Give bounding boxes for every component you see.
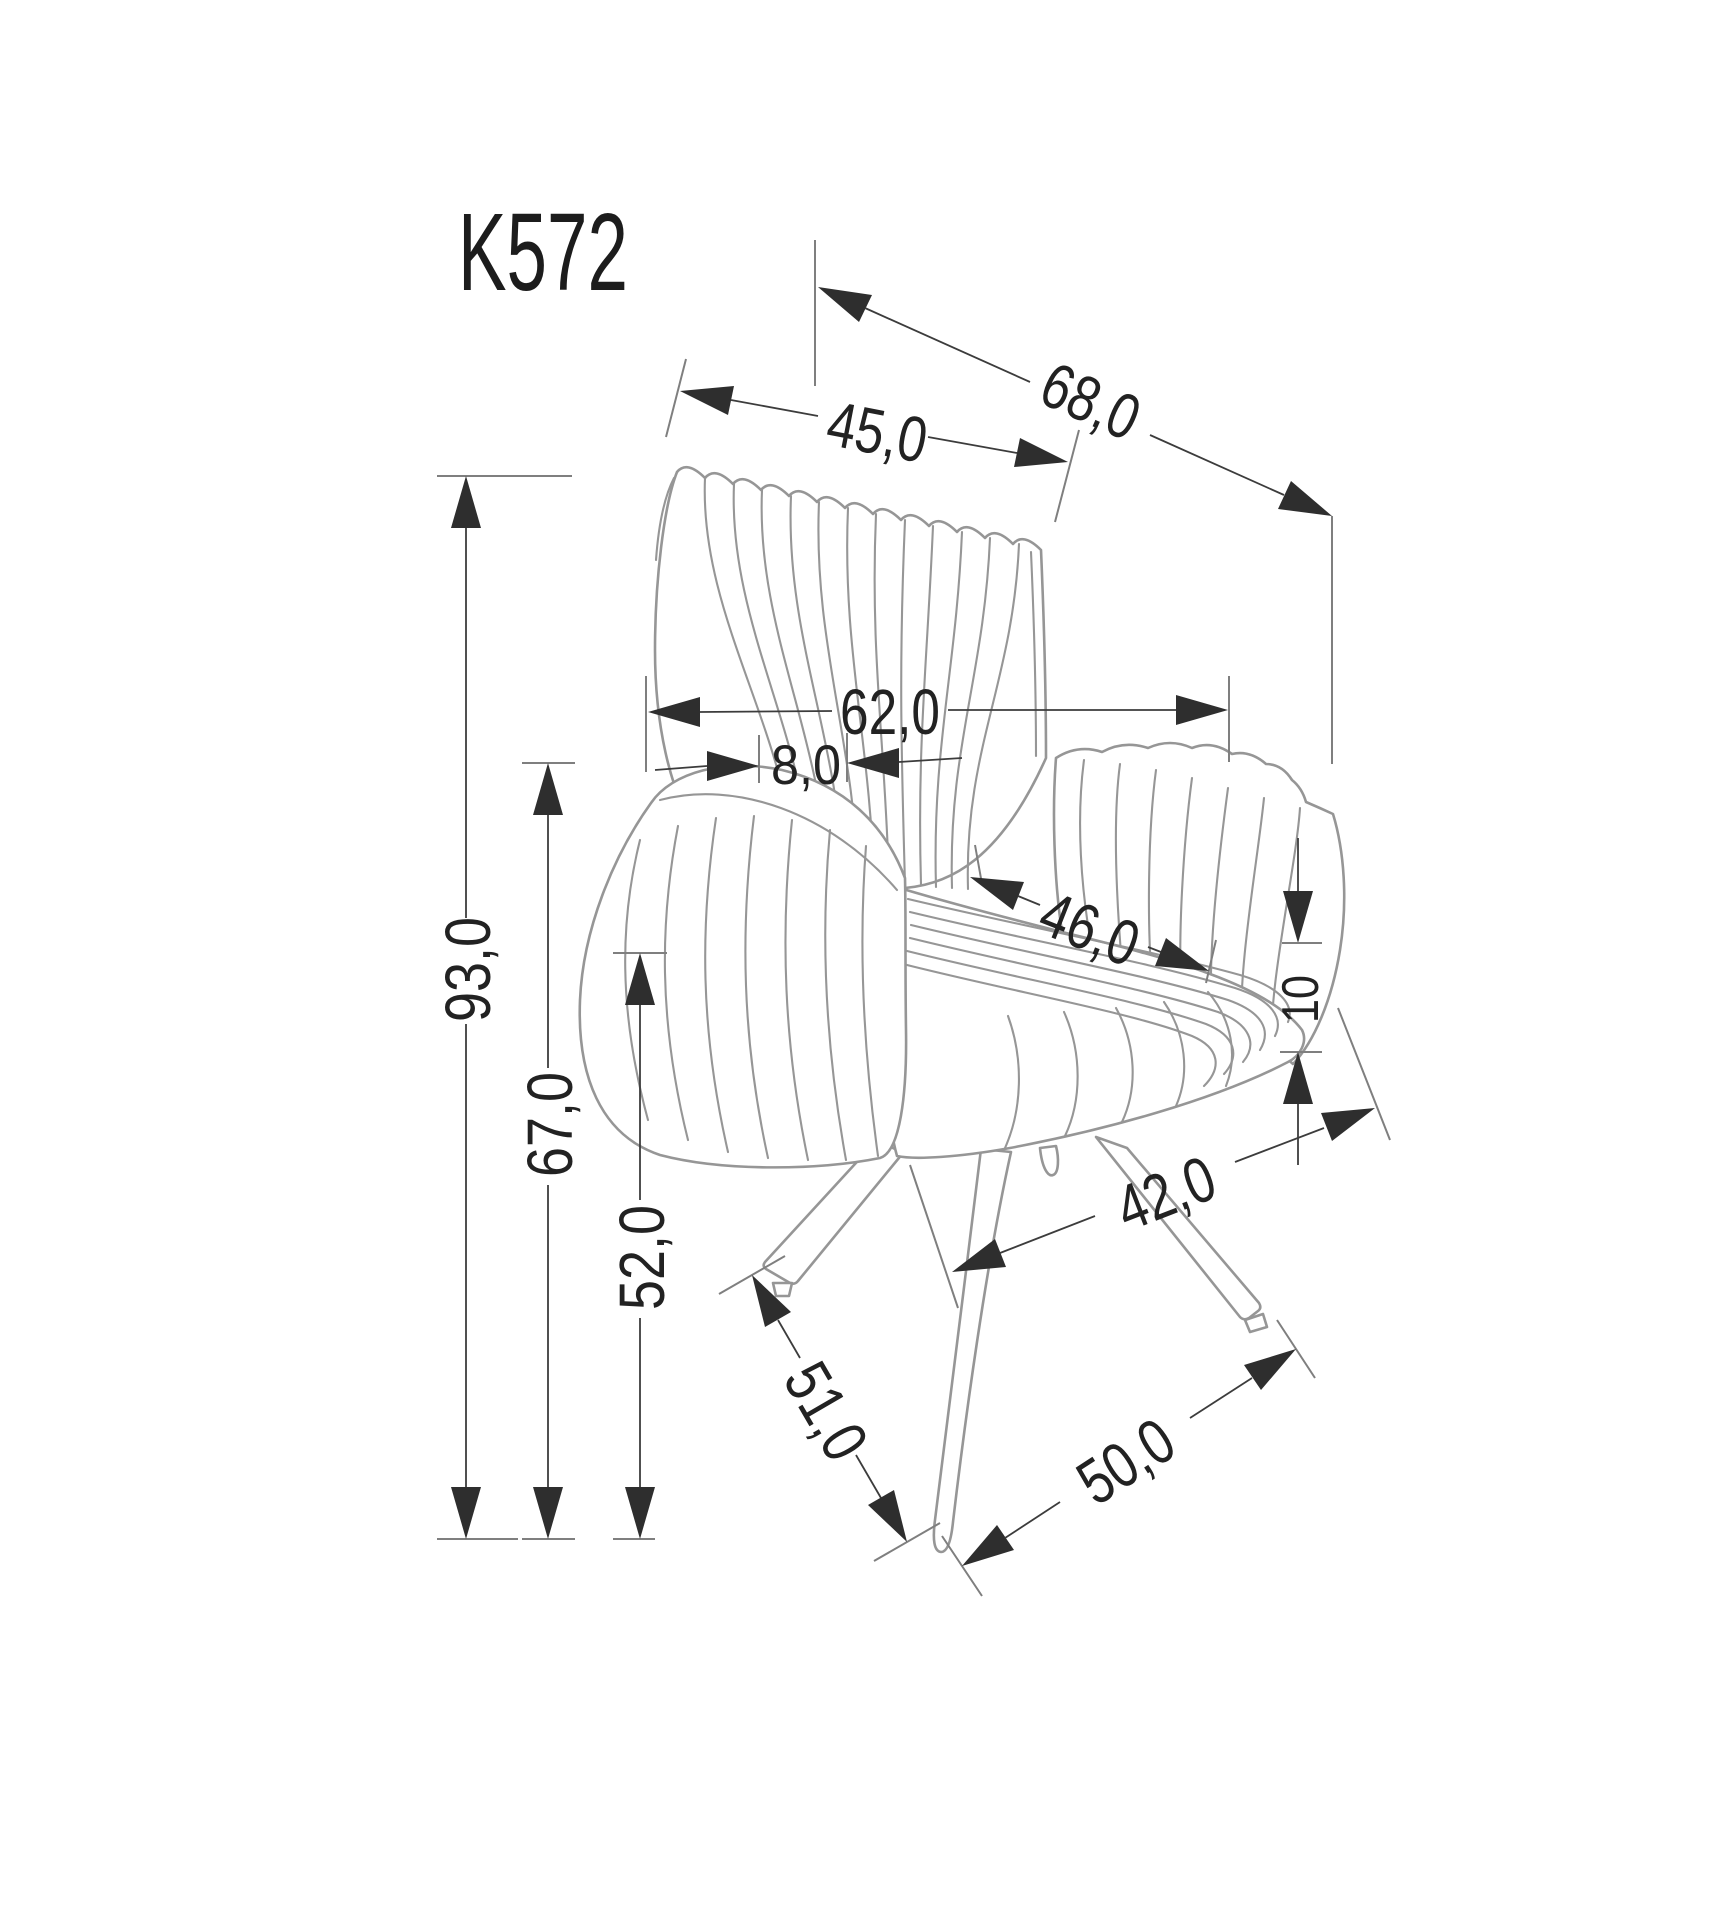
dim-46-line-left [1018, 896, 1040, 905]
seat-bottom-tab [1040, 1146, 1058, 1175]
dim-51-arrow-down-icon [868, 1490, 907, 1542]
dim-62-arrow-right-icon [1176, 695, 1228, 725]
dim-52-arrow-down-icon [625, 1487, 655, 1539]
dim-42-line-left [1000, 1216, 1095, 1253]
dim-50-label: 50,0 [1064, 1390, 1209, 1519]
dim-45-line-left [731, 400, 818, 416]
dim-67-label: 67,0 [514, 1052, 586, 1177]
dim-leg-span-left-51 [719, 1256, 940, 1561]
dim-62-line-left [700, 711, 832, 712]
dim-52-label: 52,0 [606, 1185, 678, 1310]
dim-45-arrow-right-icon [1014, 438, 1068, 467]
model-title: K572 [458, 191, 628, 314]
dim-42-line-right [1235, 1128, 1324, 1162]
dim-93-label: 93,0 [432, 897, 504, 1022]
dim-62-label: 62,0 [840, 676, 940, 748]
leg-back-left-foot-cap [773, 1283, 792, 1296]
dim-51-label: 51,0 [769, 1349, 895, 1494]
chair-drawing [580, 467, 1344, 1552]
dim-68-arrow-right-icon [1278, 481, 1332, 516]
dim-leg-span-right-50 [942, 1320, 1315, 1596]
dim-51-line-lower [856, 1455, 881, 1498]
dim-50-arrow-left-icon [962, 1525, 1014, 1566]
dim-50-arrow-right-icon [1244, 1349, 1296, 1390]
dim-50-line-right [1190, 1378, 1252, 1418]
dim-93-arrow-up-icon [451, 476, 481, 528]
dim-42-label: 42,0 [1106, 1132, 1249, 1246]
dim-45-arrow-left-icon [680, 386, 734, 415]
dim-45-ext-left [666, 359, 686, 437]
dim-45-label: 45,0 [821, 387, 958, 482]
dim-93-arrow-down-icon [451, 1487, 481, 1539]
dim-51-line-upper [778, 1320, 800, 1358]
dim-height-67 [514, 763, 586, 1539]
armrest-left-outline [580, 766, 906, 1168]
dim-45-line-right [928, 437, 1017, 453]
dim-8-label: 8,0 [771, 733, 841, 796]
dim-total-height-93 [432, 476, 572, 1539]
dim-45-ext-right [1055, 430, 1079, 522]
dim-50-line-left [1005, 1502, 1060, 1538]
dim-46-arrow-left-icon [970, 877, 1024, 910]
dim-10-label: 10 [1272, 965, 1330, 1023]
dim-68-label: 68,0 [1030, 348, 1174, 465]
dim-46-label: 46,0 [1029, 877, 1173, 990]
dim-42-arrow-right-icon [1321, 1108, 1375, 1141]
dim-67-arrow-down-icon [533, 1487, 563, 1539]
dim-68-line-left [865, 308, 1030, 382]
leg-front [934, 1149, 1011, 1552]
dim-42-ext-left [910, 1165, 958, 1308]
dim-67-arrow-up-icon [533, 763, 563, 815]
dim-68-arrow-left-icon [818, 287, 872, 322]
dim-68-line-right [1150, 435, 1284, 495]
